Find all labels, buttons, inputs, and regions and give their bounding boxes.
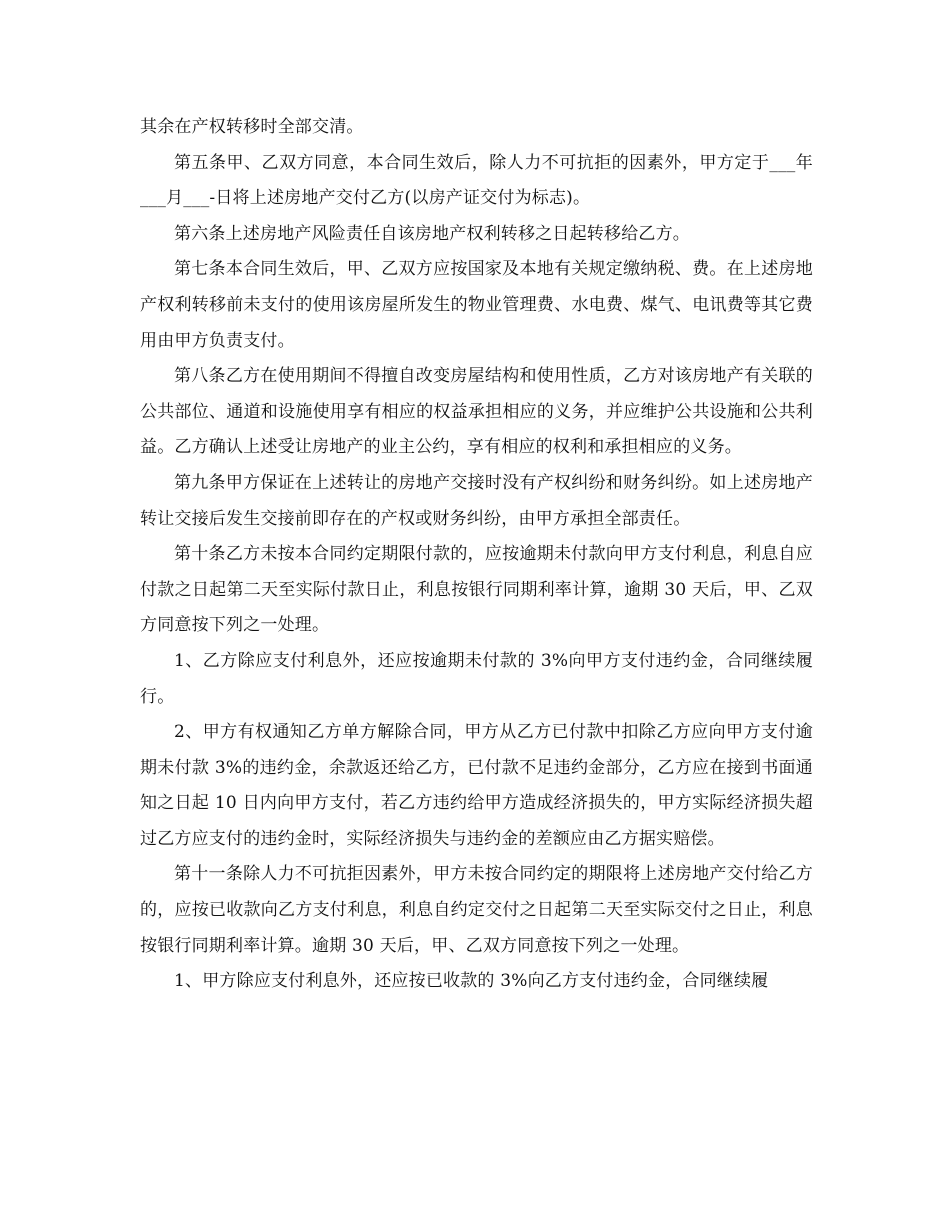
paragraph-1: 其余在产权转移时全部交清。 [140, 117, 364, 137]
paragraph-5: 第八条乙方在使用期间不得擅自改变房屋结构和使用性质，乙方对该房地产有关联的公共部位、通道和设施使用享有相应的权益承担相应的义务，并应维护公共设施和公共利益。乙方确认上述受让房地产的业主公约，享有相应的权利和承担相应的义务。 [140, 366, 813, 458]
paragraph-2: 第五条甲、乙双方同意，本合同生效后，除人力不可抗拒的因素外，甲方定于___年___月___-日将上述房地产交付乙方(以房产证交付为标志)。 [140, 152, 813, 209]
paragraph-4: 第七条本合同生效后，甲、乙双方应按国家及本地有关规定缴纳税、费。在上述房地产权利转移前未支付的使用该房屋所发生的物业管理费、水电费、煤气、电讯费等其它费用由甲方负责支付。 [140, 259, 813, 351]
paragraph-7: 第十条乙方未按本合同约定期限付款的，应按逾期未付款向甲方支付利息，利息自应付款之日起第二天至实际付款日止，利息按银行同期利率计算，逾期 30 天后，甲、乙双方同意按下列之一处理。 [140, 544, 813, 636]
paragraph-11: 1、甲方除应支付利息外，还应按已收款的 3%向乙方支付违约金，合同继续履 [174, 971, 769, 992]
paragraph-6: 第九条甲方保证在上述转让的房地产交接时没有产权纠纷和财务纠纷。如上述房地产转让交接后发生交接前即存在的产权或财务纠纷，由甲方承担全部责任。 [140, 472, 813, 529]
paragraph-8: 1、乙方除应支付利息外，还应按逾期未付款的 3%向甲方支付违约金，合同继续履行。 [140, 650, 813, 707]
paragraph-3: 第六条上述房地产风险责任自该房地产权利转移之日起转移给乙方。 [174, 223, 690, 244]
paragraph-9: 2、甲方有权通知乙方单方解除合同，甲方从乙方已付款中扣除乙方应向甲方支付逾期未付款 3%的违约金，余款返还给乙方，已付款不足违约金部分，乙方应在接到书面通知之日起 10 日内向甲方支付，若乙方违约给甲方造成经济损失的，甲方实际经济损失超过乙方应支付的违约金时，实际经济损失与违约金的差额应由乙方据实赔偿。 [140, 722, 813, 849]
paragraph-10: 第十一条除人力不可抗拒因素外，甲方未按合同约定的期限将上述房地产交付给乙方的，应按已收款向乙方支付利息，利息自约定交付之日起第二天至实际交付之日止，利息按银行同期利率计算。逾期 30 天后，甲、乙双方同意按下列之一处理。 [140, 864, 813, 956]
document-page [140, 110, 813, 1000]
